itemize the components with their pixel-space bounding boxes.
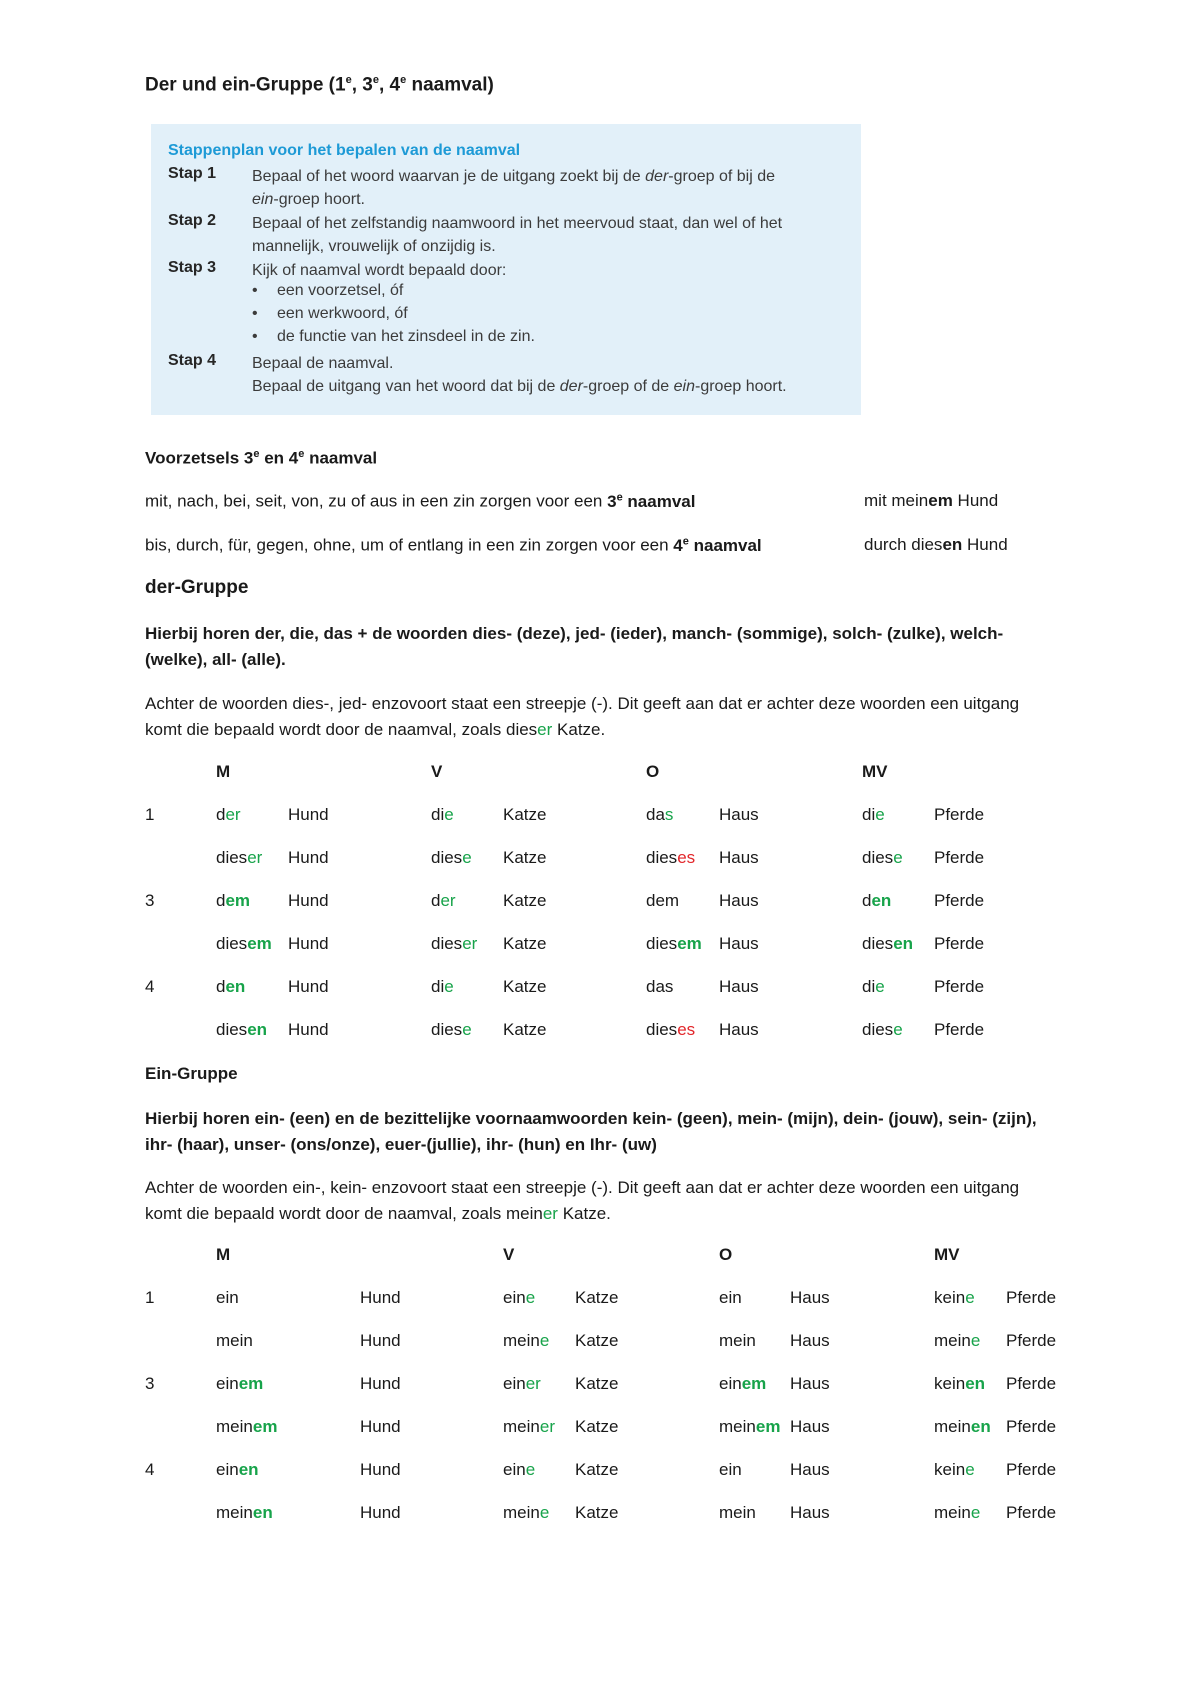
ein-noun: Hund: [360, 1331, 401, 1350]
case-ending: en: [970, 1417, 991, 1436]
ein-header-o: O: [719, 1245, 733, 1264]
ein-noun: Katze: [575, 1374, 619, 1393]
case-ending: e: [444, 977, 454, 996]
der-case-label: 1: [145, 805, 155, 824]
case-ending: es: [677, 1020, 696, 1039]
der-article: das: [646, 805, 674, 824]
der-article: dieser: [216, 848, 263, 867]
der-article: diese: [862, 1020, 903, 1039]
case-ending: e: [444, 805, 454, 824]
page-title: Der und ein-Gruppe (1e, 3e, 4e naamval): [145, 74, 494, 96]
case-ending: en: [225, 977, 246, 996]
der-gruppe-intro: Hierbij horen der, die, das + de woorden dies- (deze), jed- (ieder), manch- (sommige), solch- (zulke), welch- (welke), all- (alle).: [145, 624, 1004, 669]
ein-article: ein: [216, 1288, 239, 1307]
case-ending: e: [970, 1331, 981, 1350]
case-ending: em: [238, 1374, 264, 1393]
ein-noun: Pferde: [1006, 1374, 1057, 1393]
der-noun: Katze: [503, 848, 547, 867]
der-header-m: M: [216, 762, 231, 781]
ein-noun: Haus: [790, 1331, 830, 1350]
der-noun: Pferde: [934, 891, 985, 910]
der-noun: Haus: [719, 934, 759, 953]
case-ending: e: [525, 1288, 536, 1307]
case-ending: en: [252, 1503, 273, 1522]
case-ending: er: [462, 934, 478, 953]
bullet-icon: •: [252, 328, 258, 345]
ein-case-label: 1: [145, 1288, 155, 1307]
ein-noun: Pferde: [1006, 1460, 1057, 1479]
der-article: den: [216, 977, 246, 996]
case-ending: em: [252, 1417, 278, 1436]
case-ending: e: [965, 1460, 975, 1479]
ein-article: meinen: [934, 1417, 991, 1436]
ein-noun: Katze: [575, 1417, 619, 1436]
der-case-label: 4: [145, 977, 155, 996]
case-ending: er: [525, 1374, 541, 1393]
der-noun: Hund: [288, 805, 329, 824]
der-article: diesen: [862, 934, 914, 953]
ein-article: keine: [934, 1460, 975, 1479]
ein-article: mein: [719, 1503, 756, 1522]
case-ending: em: [741, 1374, 767, 1393]
stappenplan-heading: Stappenplan voor het bepalen van de naamval: [168, 142, 521, 159]
voorzetsels-heading: Voorzetsels 3e en 4e naamval: [145, 448, 378, 468]
der-noun: Haus: [719, 1020, 759, 1039]
ein-header-m: M: [216, 1245, 231, 1264]
case-ending: er: [440, 891, 456, 910]
ein-noun: Haus: [790, 1288, 830, 1307]
case-ending: en: [965, 1374, 986, 1393]
ein-noun: Haus: [790, 1417, 830, 1436]
voorzetsels-example-3: mit meinem Hund: [864, 491, 999, 510]
der-noun: Hund: [288, 934, 329, 953]
case-ending: s: [664, 805, 674, 824]
ein-header-mv: MV: [934, 1245, 960, 1264]
ein-article: ein: [719, 1288, 742, 1307]
ein-article: ein: [719, 1460, 742, 1479]
der-article: die: [431, 805, 454, 824]
case-ending: en: [247, 1020, 268, 1039]
case-ending: e: [462, 1020, 472, 1039]
ein-gruppe-intro: Hierbij horen ein- (een) en de bezittelijke voornaamwoorden kein- (geen), mein- (mijn), dein- (jouw), sein- (zijn), ihr- (haar), unser- (ons/onze), euer-(jullie), ihr- (hun) en Ihr- (uw): [145, 1109, 1037, 1154]
case-ending: e: [875, 977, 885, 996]
der-header-v: V: [431, 762, 443, 781]
ein-article: keine: [934, 1288, 975, 1307]
case-ending: e: [539, 1503, 550, 1522]
der-noun: Haus: [719, 891, 759, 910]
der-noun: Katze: [503, 934, 547, 953]
ein-gruppe-explanation: Achter de woorden ein-, kein- enzovoort staat een streepje (-). Dit geeft aan dat er achter deze woorden een uitgang komt die bepaald wordt door de naamval, zoals meiner Katze.: [145, 1178, 1020, 1223]
step-2-text: Bepaal of het zelfstandig naamwoord in het meervoud staat, dan wel of het mannelijk, vrouwelijk of onzijdig is.: [252, 215, 783, 255]
der-article: die: [862, 977, 885, 996]
ein-noun: Katze: [575, 1331, 619, 1350]
ein-noun: Pferde: [1006, 1288, 1057, 1307]
der-article: dieses: [646, 848, 696, 867]
ein-article: keinen: [934, 1374, 986, 1393]
der-article: dem: [646, 891, 680, 910]
der-noun: Katze: [503, 1020, 547, 1039]
case-ending: e: [893, 1020, 903, 1039]
ein-noun: Hund: [360, 1460, 401, 1479]
ein-case-label: 3: [145, 1374, 155, 1393]
der-noun: Hund: [288, 891, 329, 910]
step-3-text: Kijk of naamval wordt bepaald door:: [252, 262, 507, 279]
der-article: diesem: [646, 934, 702, 953]
der-noun: Pferde: [934, 848, 985, 867]
ein-article: einem: [719, 1374, 767, 1393]
ein-noun: Hund: [360, 1503, 401, 1522]
voorzetsels-line-3: mit, nach, bei, seit, von, zu of aus in een zin zorgen voor een 3e naamval: [145, 491, 696, 511]
case-ending: en: [238, 1460, 259, 1479]
case-ending: es: [677, 848, 696, 867]
der-gruppe-explanation: Achter de woorden dies-, jed- enzovoort staat een streepje (-). Dit geeft aan dat er achter deze woorden een uitgang komt die bepaald wordt door de naamval, zoals dieser Katze.: [145, 694, 1020, 739]
der-article: die: [862, 805, 885, 824]
der-gruppe-heading: der-Gruppe: [145, 577, 249, 598]
der-noun: Katze: [503, 891, 547, 910]
der-header-mv: MV: [862, 762, 888, 781]
case-ending: em: [247, 934, 272, 953]
der-article: dieser: [431, 934, 478, 953]
voorzetsels-line-4: bis, durch, für, gegen, ohne, um of entlang in een zin zorgen voor een 4e naamval: [145, 535, 762, 555]
der-article: dieses: [646, 1020, 696, 1039]
step-4-text: Bepaal de naamval. Bepaal de uitgang van het woord dat bij de der-groep of de ein-groep hoort.: [252, 355, 787, 395]
der-article: diese: [862, 848, 903, 867]
ein-noun: Hund: [360, 1417, 401, 1436]
ein-article: meine: [934, 1331, 981, 1350]
der-article: dem: [216, 891, 251, 910]
ein-noun: Pferde: [1006, 1331, 1057, 1350]
ein-noun: Haus: [790, 1460, 830, 1479]
case-ending: e: [525, 1460, 536, 1479]
ein-noun: Hund: [360, 1374, 401, 1393]
ein-article: meine: [503, 1331, 550, 1350]
der-article: die: [431, 977, 454, 996]
case-ending: e: [539, 1331, 550, 1350]
ein-noun: Katze: [575, 1503, 619, 1522]
case-ending: e: [462, 848, 472, 867]
ein-article: meinem: [216, 1417, 278, 1436]
der-article: diesem: [216, 934, 272, 953]
ein-article: meinem: [719, 1417, 781, 1436]
case-ending: e: [875, 805, 885, 824]
der-article: der: [431, 891, 456, 910]
der-noun: Haus: [719, 848, 759, 867]
case-ending: e: [965, 1288, 975, 1307]
ein-article: eine: [503, 1288, 536, 1307]
bullet-icon: •: [252, 282, 258, 299]
ein-article: eine: [503, 1460, 536, 1479]
der-article: der: [216, 805, 241, 824]
ein-case-label: 4: [145, 1460, 155, 1479]
der-article: das: [646, 977, 674, 996]
case-ending: em: [755, 1417, 781, 1436]
case-ending: e: [970, 1503, 981, 1522]
voorzetsels-example-4: durch diesen Hund: [864, 535, 1008, 554]
case-ending: er: [225, 805, 241, 824]
bullet-icon: •: [252, 305, 258, 322]
ein-article: meinen: [216, 1503, 273, 1522]
ein-article: mein: [719, 1331, 756, 1350]
ein-noun: Haus: [790, 1503, 830, 1522]
stappenplan-box: Stappenplan voor het bepalen van de naamval Stap 1 Bepaal of het woord waarvan je de uitgang zoekt bij de der-groep of bij de ein-groep hoort. Stap 2 Bepaal of het zelfstandig naamwoord in het meervoud staat, dan wel of het mannelijk, vrouwelijk of onzijdig is. Stap 3 Kijk of naamval wordt bepaald door: • een voorzetsel, óf • een werkwoord, óf • de functie van het zinsdeel in de zin. Stap 4 Bepaal de naamval. Bepaal de uitgang van het woord dat bij de der-groep of de ein-groep hoort.: [151, 124, 861, 415]
case-ending: en: [893, 934, 914, 953]
der-noun: Hund: [288, 1020, 329, 1039]
case-ending: er: [247, 848, 263, 867]
case-ending: e: [893, 848, 903, 867]
der-noun: Pferde: [934, 1020, 985, 1039]
ein-noun: Hund: [360, 1288, 401, 1307]
der-noun: Pferde: [934, 805, 985, 824]
der-noun: Katze: [503, 805, 547, 824]
der-article: diese: [431, 848, 472, 867]
ein-noun: Pferde: [1006, 1417, 1057, 1436]
ein-article: meine: [503, 1503, 550, 1522]
case-ending: em: [677, 934, 702, 953]
ein-article: meine: [934, 1503, 981, 1522]
ein-article: einen: [216, 1460, 259, 1479]
der-noun: Hund: [288, 977, 329, 996]
der-noun: Haus: [719, 977, 759, 996]
ein-noun: Katze: [575, 1460, 619, 1479]
ein-header-v: V: [503, 1245, 515, 1264]
ein-article: einem: [216, 1374, 264, 1393]
der-noun: Katze: [503, 977, 547, 996]
ein-noun: Pferde: [1006, 1503, 1057, 1522]
step-1-text: Bepaal of het woord waarvan je de uitgang zoekt bij de der-groep of bij de ein-groep hoort.: [252, 168, 776, 208]
der-article: diese: [431, 1020, 472, 1039]
ein-noun: Haus: [790, 1374, 830, 1393]
case-ending: em: [225, 891, 251, 910]
case-ending: en: [871, 891, 892, 910]
der-article: den: [862, 891, 892, 910]
ein-article: mein: [216, 1331, 253, 1350]
ein-article: meiner: [503, 1417, 555, 1436]
ein-gruppe-heading: Ein-Gruppe: [145, 1064, 238, 1083]
ein-noun: Katze: [575, 1288, 619, 1307]
der-noun: Pferde: [934, 977, 985, 996]
der-noun: Pferde: [934, 934, 985, 953]
der-article: diesen: [216, 1020, 268, 1039]
der-header-o: O: [646, 762, 660, 781]
ein-article: einer: [503, 1374, 541, 1393]
der-noun: Hund: [288, 848, 329, 867]
case-ending: er: [539, 1417, 555, 1436]
der-noun: Haus: [719, 805, 759, 824]
der-case-label: 3: [145, 891, 155, 910]
